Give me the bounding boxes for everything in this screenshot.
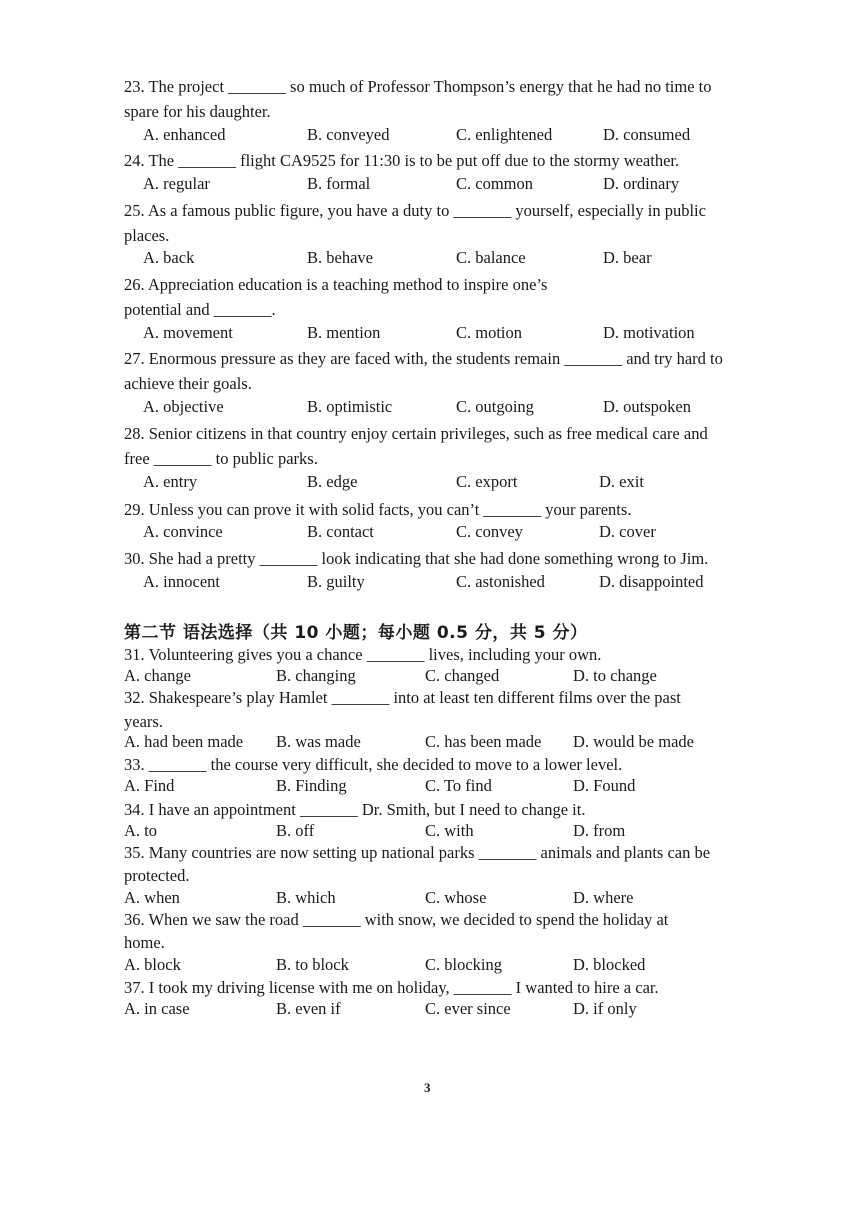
option-b: B. mention	[307, 323, 381, 342]
option-b: B. to block	[276, 955, 349, 974]
question-36-stem: 36. When we saw the road _______ with snow, we decided to spend the holiday at home.	[124, 910, 669, 952]
option-b: B. optimistic	[307, 397, 393, 416]
option-b: B. changing	[276, 666, 356, 685]
option-a: A. block	[124, 955, 181, 974]
option-c: C. changed	[425, 666, 500, 685]
option-b: B. guilty	[307, 572, 365, 591]
option-d: D. exit	[599, 472, 644, 491]
option-a: A. regular	[143, 174, 210, 193]
question-34-stem: 34. I have an appointment _______ Dr. Smith, but I need to change it.	[124, 800, 586, 819]
option-d: D. Found	[573, 776, 636, 795]
question-32-stem: 32. Shakespeare’s play Hamlet _______ into at least ten different films over the past years.	[124, 688, 681, 731]
option-b: B. behave	[307, 248, 373, 267]
question-25-stem: 25. As a famous public figure, you have a duty to _______ yourself, especially in public places.	[124, 201, 706, 245]
option-d: D. to change	[573, 666, 657, 685]
option-c: C. with	[425, 821, 474, 840]
option-b: B. conveyed	[307, 125, 390, 144]
option-c: C. balance	[456, 248, 526, 267]
question-33-stem: 33. _______ the course very difficult, she decided to move to a lower level.	[124, 755, 623, 774]
option-c: C. To find	[425, 776, 492, 795]
question-31-stem: 31. Volunteering gives you a chance _______ lives, including your own.	[124, 645, 602, 664]
option-d: D. motivation	[603, 323, 695, 342]
question-28-stem: 28. Senior citizens in that country enjoy certain privileges, such as free medical care and free _______ to public parks.	[124, 424, 708, 468]
question-24-stem: 24. The _______ flight CA9525 for 11:30 is to be put off due to the stormy weather.	[124, 151, 680, 170]
option-d: D. cover	[599, 522, 656, 541]
option-c: C. astonished	[456, 572, 545, 591]
option-b: B. formal	[307, 174, 371, 193]
option-a: A. objective	[143, 397, 224, 416]
option-d: D. bear	[603, 248, 652, 267]
option-a: A. had been made	[124, 732, 244, 751]
option-c: C. ever since	[425, 999, 511, 1018]
option-a: A. when	[124, 888, 180, 907]
option-a: A. change	[124, 666, 191, 685]
option-b: B. off	[276, 821, 315, 840]
option-b: B. contact	[307, 522, 374, 541]
option-a: A. back	[143, 248, 195, 267]
question-30-stem: 30. She had a pretty _______ look indicating that she had done something wrong to Jim.	[124, 549, 709, 568]
option-a: A. Find	[124, 776, 175, 795]
option-d: D. ordinary	[603, 174, 680, 193]
page-number: 3	[424, 1080, 431, 1095]
option-d: D. where	[573, 888, 634, 907]
question-35-stem: 35. Many countries are now setting up national parks _______ animals and plants can be protected.	[124, 843, 711, 885]
option-c: C. convey	[456, 522, 523, 541]
option-d: D. consumed	[603, 125, 691, 144]
option-a: A. innocent	[143, 572, 220, 591]
option-c: C. whose	[425, 888, 487, 907]
option-c: C. motion	[456, 323, 523, 342]
option-b: B. was made	[276, 732, 361, 751]
option-d: D. disappointed	[599, 572, 704, 591]
option-c: C. blocking	[425, 955, 502, 974]
option-a: A. entry	[143, 472, 198, 491]
option-b: B. which	[276, 888, 336, 907]
question-27-stem: 27. Enormous pressure as they are faced with, the students remain _______ and try hard to achieve their goals.	[124, 349, 723, 393]
option-d: D. from	[573, 821, 626, 840]
question-37-stem: 37. I took my driving license with me on holiday, _______ I wanted to hire a car.	[124, 978, 659, 997]
option-b: B. edge	[307, 472, 358, 491]
option-d: D. if only	[573, 999, 637, 1018]
option-d: D. blocked	[573, 955, 646, 974]
section-2-heading: 第二节 语法选择（共 10 小题；每小题 0.5 分，共 5 分）	[124, 623, 588, 643]
question-29-stem: 29. Unless you can prove it with solid facts, you can’t _______ your parents.	[124, 500, 632, 519]
option-c: C. has been made	[425, 732, 542, 751]
option-a: A. convince	[143, 522, 223, 541]
option-b: B. Finding	[276, 776, 347, 795]
option-a: A. in case	[124, 999, 190, 1018]
option-d: D. would be made	[573, 732, 694, 751]
question-23-stem: 23. The project _______ so much of Professor Thompson’s energy that he had no time to spare for his daughter.	[124, 77, 712, 121]
option-d: D. outspoken	[603, 397, 691, 416]
option-a: A. to	[124, 821, 157, 840]
option-c: C. outgoing	[456, 397, 534, 416]
option-a: A. movement	[143, 323, 233, 342]
question-26-stem: 26. Appreciation education is a teaching method to inspire one’s potential and _______.	[124, 275, 548, 319]
option-c: C. export	[456, 472, 518, 491]
option-c: C. enlightened	[456, 125, 553, 144]
option-b: B. even if	[276, 999, 341, 1018]
option-a: A. enhanced	[143, 125, 226, 144]
option-c: C. common	[456, 174, 533, 193]
